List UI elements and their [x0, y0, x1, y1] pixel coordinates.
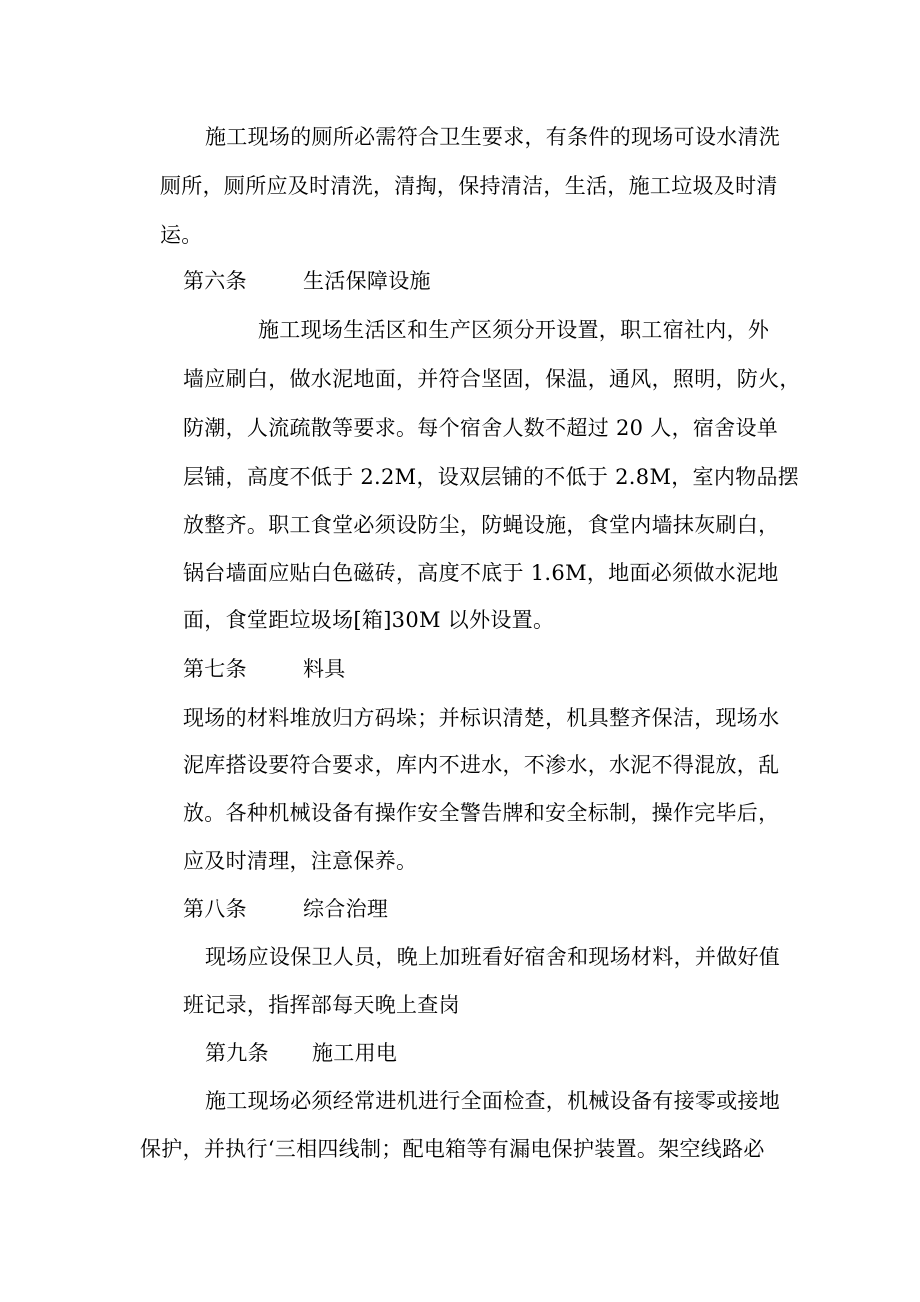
paragraph-line: 施工现场的厕所必需符合卫生要求，有条件的现场可设水清洗 — [205, 125, 781, 149]
paragraph-line: 现场应设保卫人员，晚上加班看好宿舍和现场材料，并做好值 — [205, 945, 781, 969]
paragraph-line: 班记录，指挥部每天晚上查岗 — [183, 993, 460, 1017]
paragraph-line: 防潮，人流疏散等要求。每个宿舍人数不超过 20 人，宿舍设单 — [183, 416, 779, 440]
paragraph-line: 层铺，高度不低于 2.2M，设双层铺的不低于 2.8M，室内物品摆 — [183, 465, 800, 489]
section-title: 料具 — [303, 657, 346, 681]
paragraph-line: 墙应刷白，做水泥地面，并符合坚固，保温，通风，照明，防火， — [183, 367, 801, 391]
paragraph-line: 面，食堂距垃圾场[箱]30M 以外设置。 — [183, 608, 555, 632]
section-number: 第六条 — [183, 269, 247, 293]
paragraph-line: 应及时清理，注意保养。 — [183, 849, 418, 873]
section-number: 第七条 — [183, 657, 247, 681]
section-heading — [183, 894, 388, 924]
section-title: 施工用电 — [312, 1041, 398, 1065]
paragraph-line: 锅台墙面应贴白色磁砖，高度不底于 1.6M，地面必须做水泥地 — [183, 561, 779, 585]
paragraph-line: 泥库搭设要符合要求，库内不进水，不渗水，水泥不得混放，乱 — [183, 753, 780, 777]
section-heading — [205, 1038, 397, 1068]
section-number: 第八条 — [183, 897, 247, 921]
paragraph-line: 放整齐。职工食堂必须设防尘，防蝇设施，食堂内墙抹灰刷白， — [183, 513, 780, 537]
paragraph-line: 运。 — [160, 223, 203, 247]
paragraph-line: 放。各种机械设备有操作安全警告牌和安全标制，操作完毕后， — [183, 801, 780, 825]
paragraph-line: 施工现场必须经常进机进行全面检查，机械设备有接零或接地 — [205, 1089, 781, 1113]
section-title: 生活保障设施 — [303, 269, 431, 293]
paragraph-line: 厕所，厕所应及时清洗，清掏，保持清洁，生活，施工垃圾及时清 — [160, 174, 778, 198]
section-number: 第九条 — [205, 1041, 269, 1065]
section-heading — [183, 266, 431, 296]
section-heading — [183, 654, 346, 684]
paragraph-line: 保护，并执行‘三相四线制；配电箱等有漏电保护装置。架空线路必 — [140, 1137, 765, 1161]
paragraph-line: 施工现场生活区和生产区须分开设置，职工宿社内，外 — [258, 318, 770, 342]
section-title: 综合治理 — [303, 897, 389, 921]
paragraph-line: 现场的材料堆放归方码垛；并标识清楚，机具整齐保洁，现场水 — [183, 706, 780, 730]
